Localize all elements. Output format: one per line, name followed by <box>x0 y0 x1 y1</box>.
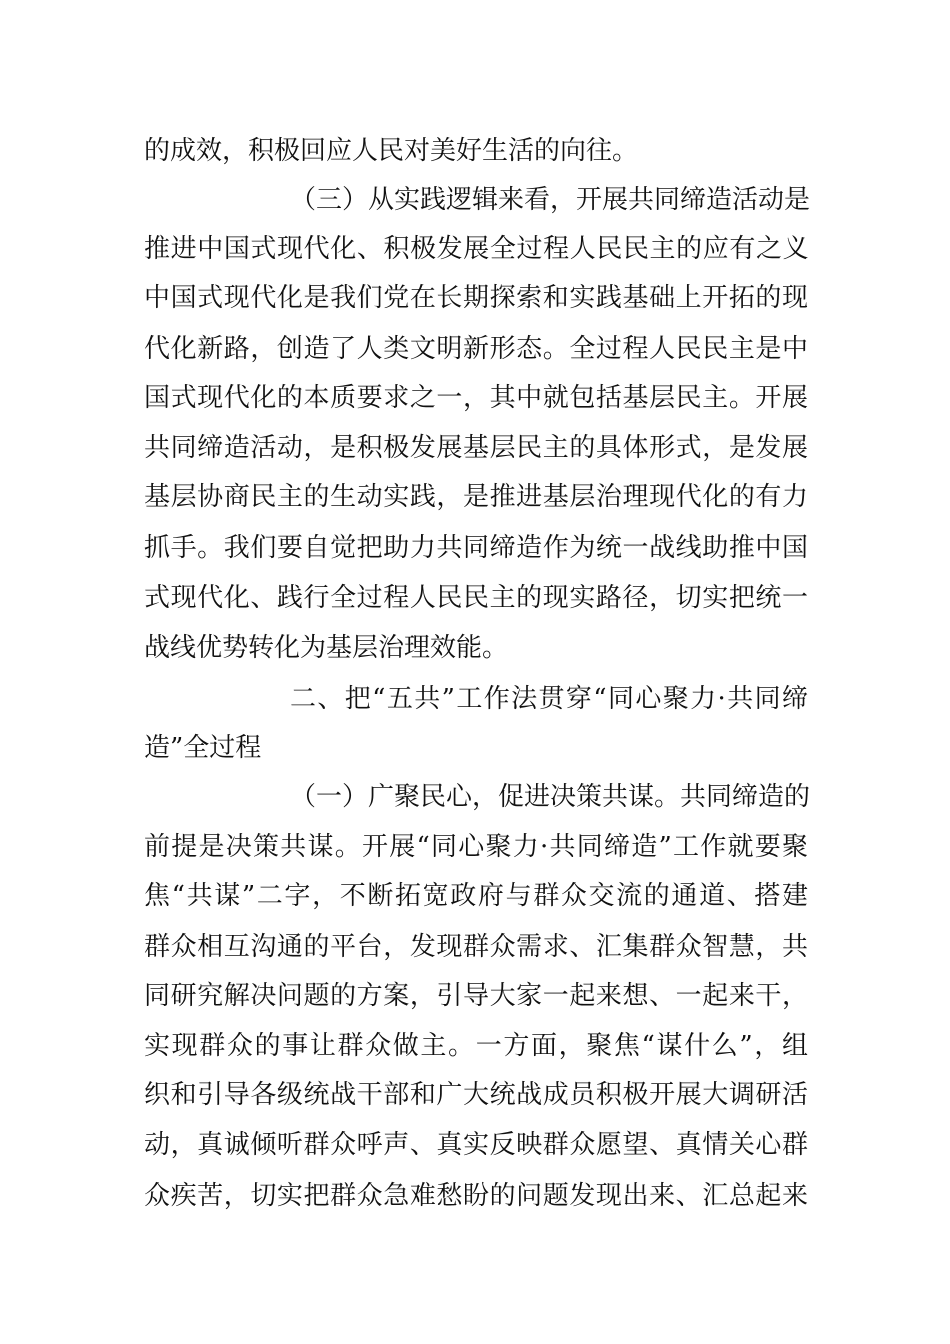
text-line-17: 群众相互沟通的平台，发现群众需求、汇集群众智慧，共 <box>144 932 808 962</box>
text-line-9: 抓手。我们要自觉把助力共同缔造作为统一战线助推中国 <box>144 533 808 563</box>
text-line-7: 共同缔造活动，是积极发展基层民主的具体形式，是发展 <box>144 433 808 463</box>
text-line-11: 战线优势转化为基层治理效能。 <box>144 633 509 663</box>
text-line-3: 推进中国式现代化、积极发展全过程人民民主的应有之义 <box>144 234 808 264</box>
section-heading-line-1: 二、把“五共”工作法贯穿“同心聚力·共同缔 <box>290 684 808 714</box>
text-line-22: 众疾苦，切实把群众急难愁盼的问题发现出来、汇总起来 <box>144 1181 808 1211</box>
text-line-10: 式现代化、践行全过程人民民主的现实路径，切实把统一 <box>144 583 808 613</box>
section-heading-line-2: 造”全过程 <box>144 733 262 763</box>
text-line-1: 的成效，积极回应人民对美好生活的向往。 <box>144 136 639 166</box>
text-line-19: 实现群众的事让群众做主。一方面，聚焦“谋什么”，组 <box>144 1031 808 1061</box>
text-line-6: 国式现代化的本质要求之一，其中就包括基层民主。开展 <box>144 383 808 413</box>
text-line-20: 织和引导各级统战干部和广大统战成员积极开展大调研活 <box>144 1080 808 1110</box>
text-line-18: 同研究解决问题的方案，引导大家一起来想、一起来干， <box>144 981 808 1011</box>
text-line-4: 中国式现代化是我们党在长期探索和实践基础上开拓的现 <box>144 283 808 313</box>
text-line-2: （三）从实践逻辑来看，开展共同缔造活动是 <box>290 185 811 215</box>
text-line-8: 基层协商民主的生动实践，是推进基层治理现代化的有力 <box>144 482 808 512</box>
text-line-16: 焦“共谋”二字，不断拓宽政府与群众交流的通道、搭建 <box>144 881 808 911</box>
text-line-21: 动，真诚倾听群众呼声、真实反映群众愿望、真情关心群 <box>144 1130 808 1160</box>
text-line-5: 代化新路，创造了人类文明新形态。全过程人民民主是中 <box>144 334 808 364</box>
text-line-15: 前提是决策共谋。开展“同心聚力·共同缔造”工作就要聚 <box>144 832 808 862</box>
text-line-14: （一）广聚民心，促进决策共谋。共同缔造的 <box>290 782 811 812</box>
